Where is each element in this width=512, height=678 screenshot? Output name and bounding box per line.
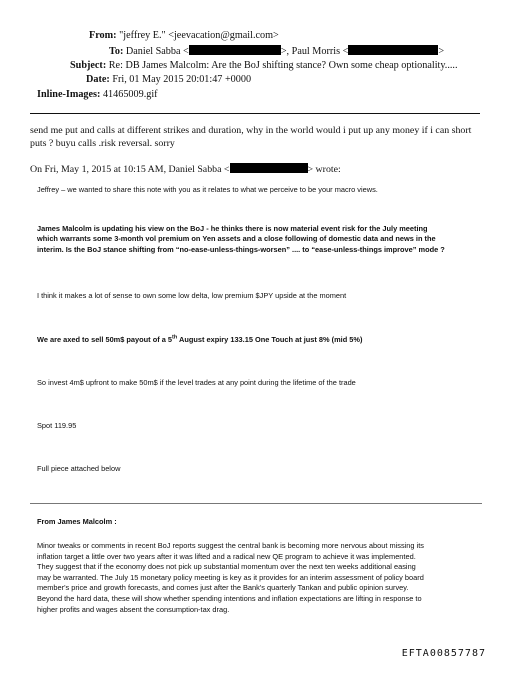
to-value-part1: Daniel Sabba <: [125, 46, 189, 57]
quote-intro-prefix: On Fri, May 1, 2015 at 10:15 AM, Daniel Sabba <: [30, 164, 230, 175]
subject-label: Subject:: [70, 60, 107, 71]
quote-intro-suffix: > wrote:: [307, 164, 341, 175]
redaction-bar: [230, 163, 308, 173]
quoted-p8: From James Malcolm :: [37, 517, 117, 526]
quoted-p7: Full piece attached below: [37, 464, 121, 473]
reply-line: puts ? buyu calls .risk reversal. sorry: [30, 137, 175, 149]
document-id: EFTA00857787: [401, 648, 486, 659]
quoted-p2-line: James Malcolm is updating his view on the BoJ - he thinks there is now material event risk for the July meeting: [37, 224, 428, 233]
quoted-p1: Jeffrey – we wanted to share this note with you as it relates to what we perceive to be your macro views.: [37, 185, 378, 194]
quoted-p9-line: inflation target a little over two years after it was lifted and a radical new QE program to achieve it was implemented.: [37, 551, 416, 561]
quoted-p9-line: Beyond the hard data, these will show whether spending intentions and inflation expectations are lifting in response to: [37, 593, 422, 603]
quoted-p9-line: higher profits and wages absent the consumption-tax drag.: [37, 604, 230, 614]
quoted-p4-a: We are axed to sell 50m$ payout of a 5: [37, 335, 173, 344]
date-value: Fri, 01 May 2015 20:01:47 +0000: [112, 74, 252, 85]
quoted-p4-sup: th: [172, 334, 178, 341]
inline-images-label: Inline-Images:: [37, 89, 101, 100]
quoted-p4: [37, 335, 492, 345]
date-label: Date:: [86, 74, 110, 85]
quoted-p2-line: interim. Is the BoJ stance shifting from “no-ease-unless-things-worsen” .... to “ease-unless-things improve” mode ?: [37, 244, 445, 254]
redaction-bar: [189, 45, 281, 55]
to-value-part3: >: [438, 46, 445, 57]
quoted-p6: Spot 119.95: [37, 421, 77, 430]
quoted-p4-b: August expiry 133.15 One Touch at just 8% (mid 5%): [177, 335, 363, 344]
header-divider: [30, 113, 480, 114]
quoted-divider: [30, 503, 482, 504]
reply-body: [30, 125, 500, 150]
subject-row: [70, 60, 458, 72]
redaction-bar: [348, 45, 438, 55]
reply-line: send me put and calls at different strikes and duration, why in the world would i put up any money if i can short: [30, 125, 472, 136]
inline-images-value: 41465009.gif: [102, 89, 158, 100]
date-row: [86, 74, 251, 86]
quoted-p2-line: which warrants some 3-month vol premium on Yen assets and a close following of domestic data and news in the: [37, 234, 436, 244]
subject-value: Re: DB James Malcolm: Are the BoJ shifting stance? Own some cheap optionality.....: [108, 60, 458, 71]
to-value-part2: >, Paul Morris <: [280, 46, 349, 57]
quote-intro: [30, 163, 341, 177]
quoted-p9-line: may be warranted. The July 15 monetary policy meeting is key as it provides for an interim assessment of policy board: [37, 572, 424, 582]
quoted-p9: [37, 541, 505, 615]
quoted-p5: So invest 4m$ upfront to make 50m$ if the level trades at any point during the lifetime of the trade: [37, 378, 356, 387]
quoted-p3: I think it makes a lot of sense to own some low delta, low premium $JPY upside at the moment: [37, 291, 347, 300]
from-label: From:: [89, 30, 117, 41]
quoted-p9-line: member's price and growth forecasts, and comes just after the Bank's quarterly Tankan and public opinion survey.: [37, 583, 409, 593]
inline-images-row: [37, 89, 158, 101]
quoted-p9-line: They suggest that if the economy does not pick up substantial momentum over the next ten weeks additional easing: [37, 562, 416, 572]
to-row: [109, 45, 444, 58]
to-label: To:: [109, 46, 124, 57]
quoted-p2: [37, 224, 497, 255]
from-value: "jeffrey E." <jeevacation@gmail.com>: [119, 30, 279, 41]
from-row: [89, 30, 279, 42]
quoted-p9-line: Minor tweaks or comments in recent BoJ reports suggest the central bank is becoming more nervous about missing its: [37, 541, 424, 550]
